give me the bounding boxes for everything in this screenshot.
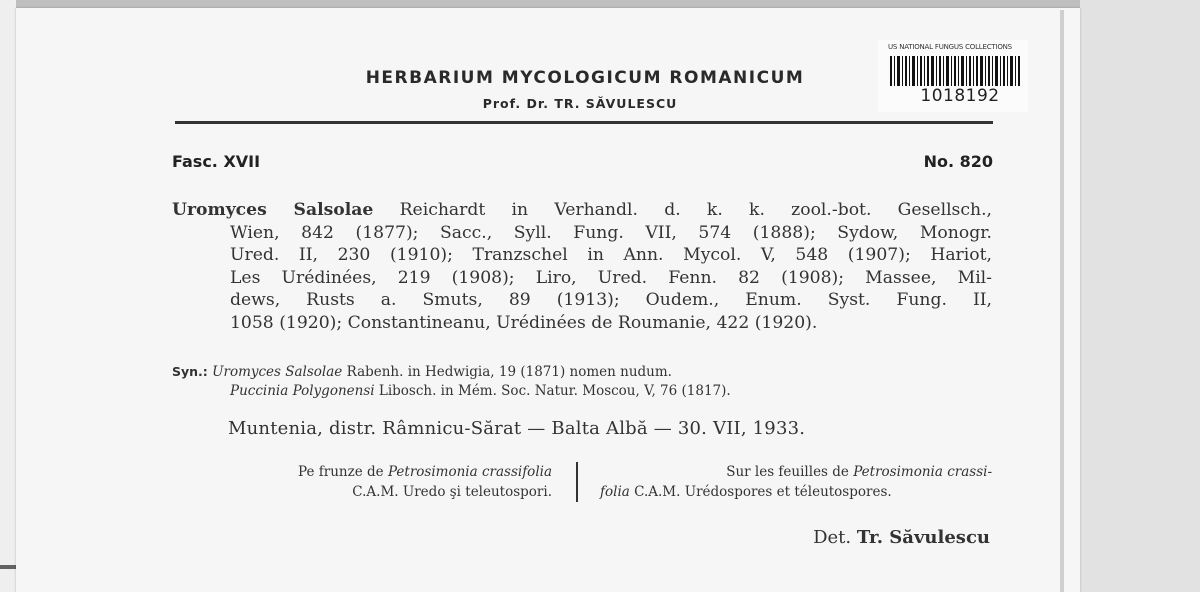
synonym-line: Syn.: Uromyces Salsolae Rabenh. in Hedwigia, 19 (1871) nomen nudum. xyxy=(172,364,672,380)
host-note-french: Sur les feuilles de Petrosimonia crassi- folia C.A.M. Urédospores et téleutospores. xyxy=(600,464,992,500)
collection-locality: Muntenia, distr. Râmnicu-Sărat — Balta Albă — 30. VII, 1933. xyxy=(228,418,806,439)
herbarium-title: HERBARIUM MYCOLOGICUM ROMANICUM xyxy=(365,68,805,88)
synonym-line: Puccinia Polygonensi Libosch. in Mém. Soc. Natur. Moscou, V, 76 (1817). xyxy=(230,383,731,399)
sheet-edge xyxy=(1060,10,1064,592)
barcode-icon xyxy=(890,56,1020,86)
citation-line: Uromyces Salsolae Reichardt in Verhandl. d. k. k. zool.-bot. Gesellsch., xyxy=(172,200,993,220)
species-citation xyxy=(172,199,992,334)
determiner: Det. Tr. Săvulescu xyxy=(813,527,990,548)
synonyms xyxy=(172,362,932,401)
fascicle-number: Fasc. XVII xyxy=(172,152,261,171)
herbarium-subtitle: Prof. Dr. TR. SĂVULESCU xyxy=(482,96,678,111)
specimen-number: No. 820 xyxy=(923,152,993,171)
citation-line: Wien, 842 (1877); Sacc., Syll. Fung. VII, 574 (1888); Sydow, Monogr. xyxy=(230,222,992,243)
barcode-number: 1018192 xyxy=(920,86,1000,106)
header-rule xyxy=(175,121,993,124)
species-name: Uromyces Salsolae xyxy=(172,200,374,220)
citation-line: Ured. II, 230 (1910); Tranzschel in Ann. Mycol. V, 548 (1907); Hariot, xyxy=(230,245,992,265)
synonym-label: Syn.: xyxy=(172,364,208,379)
column-divider xyxy=(576,462,578,502)
citation-line: 1058 (1920); Constantineanu, Urédinées de Roumanie, 422 (1920). xyxy=(230,312,818,333)
barcode-collection-text: US NATIONAL FUNGUS COLLECTIONS xyxy=(888,43,1012,51)
host-note-romanian: Pe frunze de Petrosimonia crassifolia C.A.M. Uredo şi teleutospori. xyxy=(298,464,552,500)
citation-line: dews, Rusts a. Smuts, 89 (1913); Oudem., Enum. Syst. Fung. II, xyxy=(230,290,992,310)
citation-line: Les Urédinées, 219 (1908); Liro, Ured. Fenn. 82 (1908); Massee, Mil- xyxy=(230,267,992,288)
